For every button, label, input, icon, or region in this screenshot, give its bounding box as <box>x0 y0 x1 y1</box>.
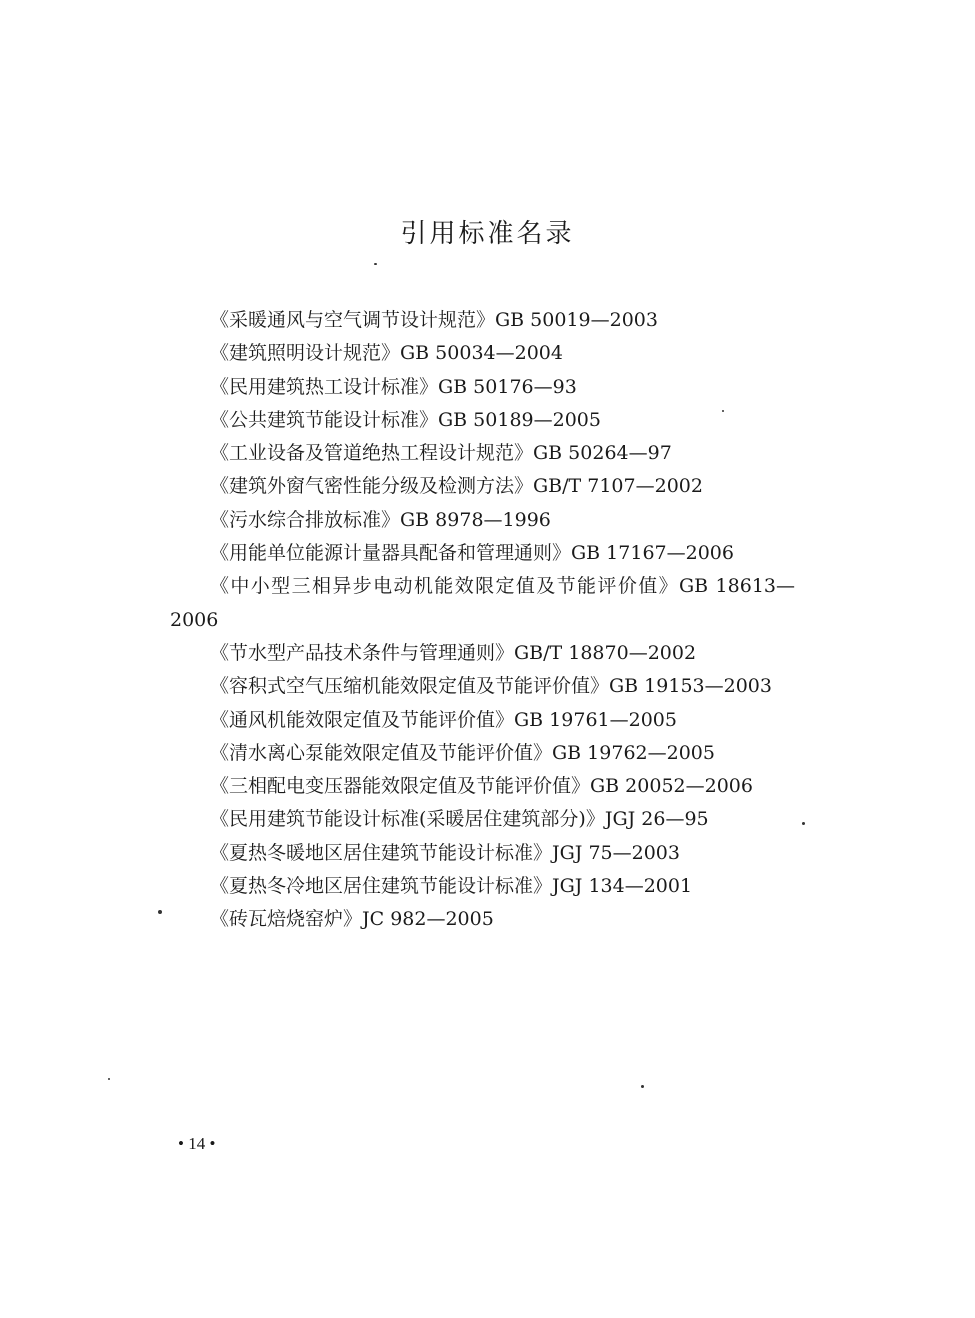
reference-item: 《民用建筑节能设计标准(采暖居住建筑部分)》JGJ 26—95 <box>210 808 709 831</box>
reference-item: 《节水型产品技术条件与管理通则》GB/T 18870—2002 <box>210 641 697 664</box>
reference-item: 《公共建筑节能设计标准》GB 50189—2005 <box>210 408 601 431</box>
reference-item: 《民用建筑热工设计标准》GB 50176—93 <box>210 375 577 398</box>
reference-item: 《采暖通风与空气调节设计规范》GB 50019—2003 <box>210 309 658 331</box>
scan-speck <box>802 822 805 825</box>
reference-item: 《三相配电变压器能效限定值及节能评价值》GB 20052—2006 <box>210 775 753 798</box>
scan-speck <box>722 410 724 412</box>
scan-speck <box>158 910 162 914</box>
reference-item: 《工业设备及管道绝热工程设计规范》GB 50264—97 <box>210 442 672 465</box>
reference-item: 《用能单位能源计量器具配备和管理通则》GB 17167—2006 <box>210 542 734 565</box>
reference-item: 《夏热冬暖地区居住建筑节能设计标准》JGJ 75—2003 <box>210 841 680 864</box>
reference-item: 《夏热冬冷地区居住建筑节能设计标准》JGJ 134—2001 <box>210 875 693 898</box>
reference-item: 《通风机能效限定值及节能评价值》GB 19761—2005 <box>210 708 677 731</box>
scan-speck <box>641 1085 644 1088</box>
reference-item: 《清水离心泵能效限定值及节能评价值》GB 19762—2005 <box>210 741 715 764</box>
reference-item: 《容积式空气压缩机能效限定值及节能评价值》GB 19153—2003 <box>210 675 772 698</box>
scan-speck <box>108 1078 110 1080</box>
reference-item: 《污水综合排放标准》GB 8978—1996 <box>210 508 551 531</box>
scan-speck <box>374 263 377 265</box>
reference-item: 《砖瓦焙烧窑炉》JC 982—2005 <box>210 908 494 931</box>
reference-item: 《建筑外窗气密性能分级及检测方法》GB/T 7107—2002 <box>210 475 703 498</box>
reference-list <box>170 304 795 937</box>
page-title: 引用标准名录 <box>400 219 575 249</box>
page-number: • 14 • <box>178 1134 216 1153</box>
reference-item: 《建筑照明设计规范》GB 50034—2004 <box>210 342 563 365</box>
reference-item: 《中小型三相异步电动机能效限定值及节能评价值》GB 18613—2006 <box>170 575 795 631</box>
